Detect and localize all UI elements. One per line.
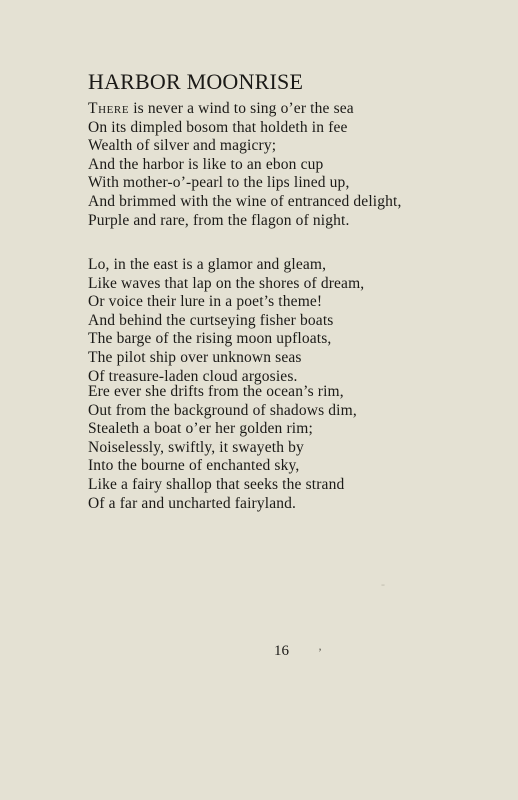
verse-line: With mother-o’-pearl to the lips lined up, xyxy=(88,174,350,192)
verse-line-rest: is never a wind to sing o’er the sea xyxy=(129,100,354,117)
verse-line: Out from the background of shadows dim, xyxy=(88,401,357,419)
verse-line: The pilot ship over unknown seas xyxy=(88,348,302,366)
verse-line: And brimmed with the wine of entranced delight, xyxy=(88,192,402,210)
stanza-2 xyxy=(88,256,364,386)
verse-line: Noiselessly, swiftly, it swayeth by xyxy=(88,438,304,456)
verse-line: Lo, in the east is a glamor and gleam, xyxy=(88,256,327,273)
verse-line: And the harbor is like to an ebon cup xyxy=(88,155,324,173)
stanza-1 xyxy=(88,100,402,230)
verse-line: Or voice their lure in a poet’s theme! xyxy=(88,293,323,311)
paper-speck: - xyxy=(381,577,385,591)
verse-line: Stealeth a boat o’er her golden rim; xyxy=(88,420,313,438)
drop-word: There xyxy=(88,100,130,117)
verse-line: Like a fairy shallop that seeks the strand xyxy=(88,475,345,493)
verse-line: Purple and rare, from the flagon of night. xyxy=(88,211,350,229)
verse-line: On its dimpled bosom that holdeth in fee xyxy=(88,118,348,136)
page-number: 16 xyxy=(274,643,289,659)
stanza-3 xyxy=(88,383,357,513)
verse-line: And behind the curtseying fisher boats xyxy=(88,311,334,329)
poem-title: HARBOR MOONRISE xyxy=(88,69,304,94)
verse-line: Of a far and uncharted fairyland. xyxy=(88,494,297,512)
verse-line: Ere ever she drifts from the ocean’s rim, xyxy=(88,383,344,400)
ink-speck: ’ xyxy=(318,645,322,659)
verse-line: Of treasure-laden cloud argosies. xyxy=(88,367,298,385)
verse-line: The barge of the rising moon upfloats, xyxy=(88,330,332,348)
verse-line: Like waves that lap on the shores of dream, xyxy=(88,274,365,292)
verse-line: Into the bourne of enchanted sky, xyxy=(88,457,300,475)
verse-line xyxy=(88,100,402,119)
verse-line: Wealth of silver and magicry; xyxy=(88,137,277,155)
